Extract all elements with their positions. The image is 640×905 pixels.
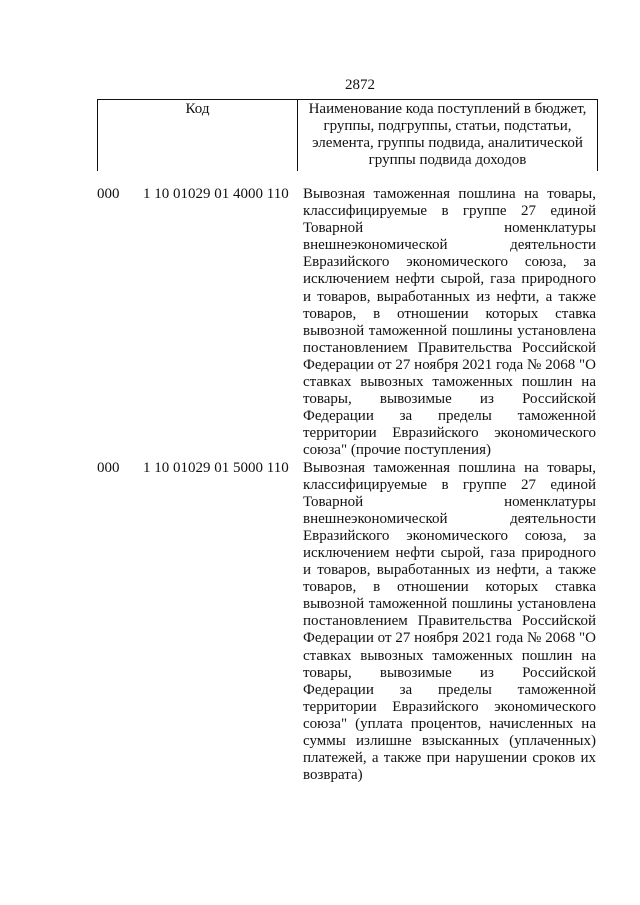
header-code-label: Код [98, 100, 298, 171]
admin-code-cell: 000 [97, 186, 120, 202]
description-cell: Вывозная таможенная пошлина на товары, классифицируемые в группе 27 единой Товарной номенклатуры внешнеэкономической деятельности Евразийского экономического союза, за исключением нефти сырой, газа природного и товаров, выработанных из нефти, а также товаров, в отношении которых ставка вывозной таможенной пошлины установлена постановлением Правительства Российской Федерации от 27 ноября 2021 года № 2068 "О ставках вывозных таможенных пошлин на товары, вывозимые из Российской Федерации за пределы таможенной территории Евразийского экономического союза" (уплата процентов, начисленных на суммы излишне взысканных (уплаченных) платежей, а также при нарушении сроков их возврата) [303, 459, 596, 784]
header-name-label: Наименование кода поступлений в бюджет, группы, подгруппы, статьи, подстатьи, элемента, группы подвида, аналитической группы подвида доходов [308, 101, 587, 168]
page-number: 2872 [345, 77, 375, 93]
income-code-cell: 1 10 01029 01 5000 110 [143, 459, 289, 476]
table-body [97, 186, 597, 784]
description-cell: Вывозная таможенная пошлина на товары, классифицируемые в группе 27 единой Товарной номенклатуры внешнеэкономической деятельности Евразийского экономического союза, за исключением нефти сырой, газа природного и товаров, выработанных из нефти, а также товаров, в отношении которых ставка вывозной таможенной пошлины установлена постановлением Правительства Российской Федерации от 27 ноября 2021 года № 2068 "О ставках вывозных таможенных пошлин на товары, вывозимые из Российской Федерации за пределы таможенной территории Евразийского экономического союза" (прочие поступления) [303, 186, 596, 459]
table-row [97, 460, 597, 785]
income-code-cell: 1 10 01029 01 4000 110 [143, 186, 289, 202]
table-header [97, 99, 598, 171]
admin-code-cell: 000 [97, 459, 120, 476]
table-row [97, 186, 597, 460]
